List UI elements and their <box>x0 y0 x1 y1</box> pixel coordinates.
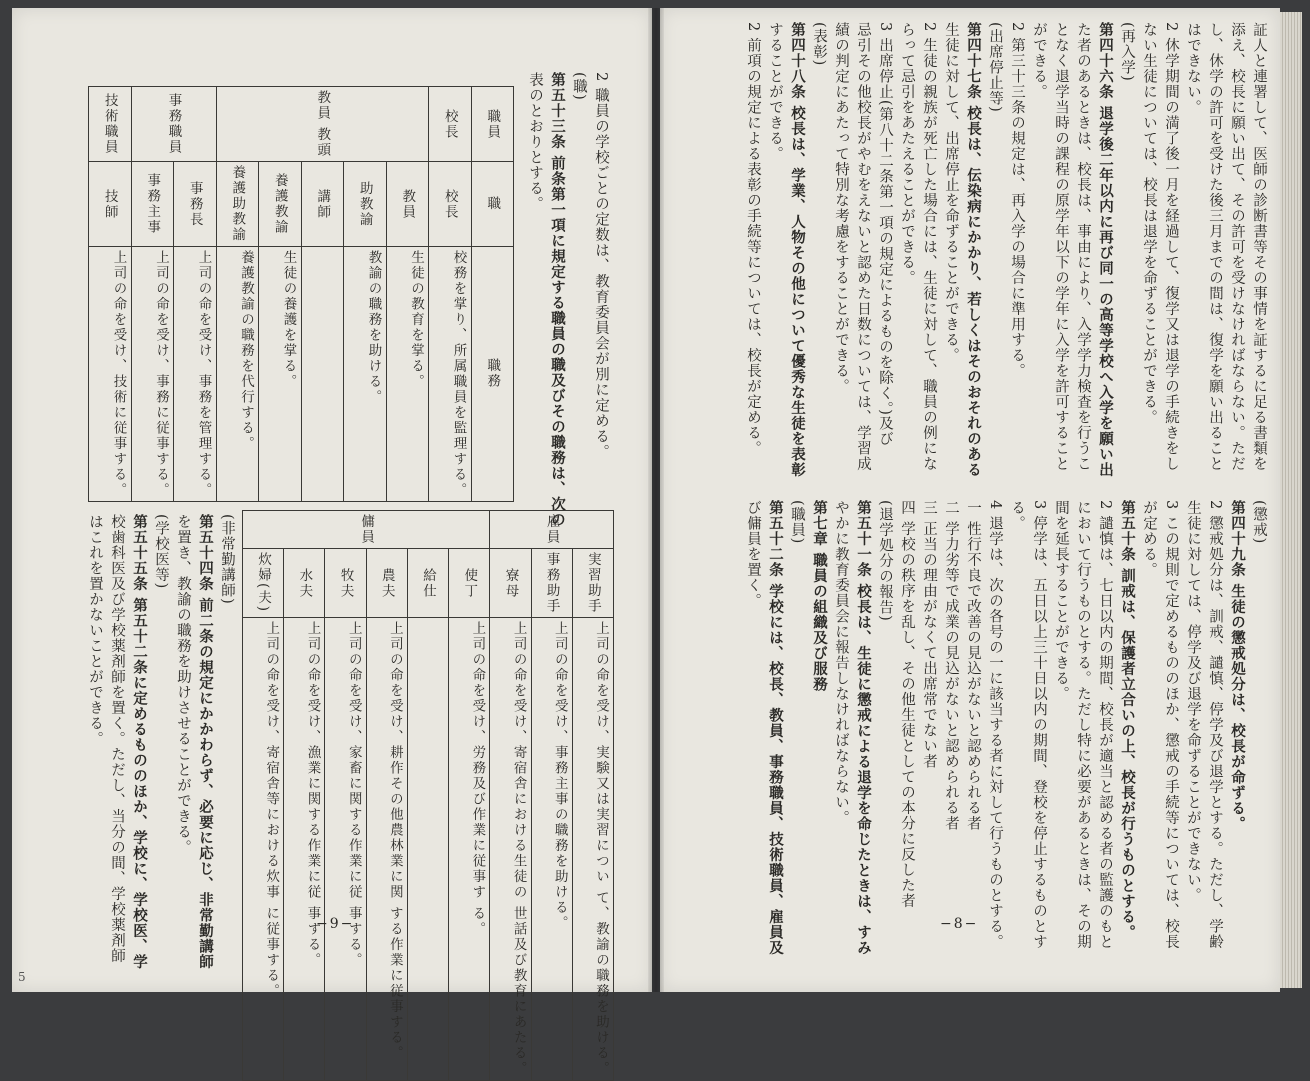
text-line: 第五十一条 校長は、生徒に懲戒による退学を命じたときは、すみ <box>855 500 872 956</box>
table-cell: 校長 <box>429 162 472 247</box>
table-cell: 職務 <box>471 246 514 501</box>
text-line: 2 前項の規定による表彰の手続等については、校長が定める。 <box>745 22 761 457</box>
table-cell <box>407 618 448 1081</box>
text-line: 3 停学は、五日以上三十日以内の期間、登校を停止するものとす <box>1031 500 1047 950</box>
table-cell: 雇員 <box>490 511 614 549</box>
table-row <box>572 511 613 1081</box>
chapter-title: 第七章 職員の組織及び服務 <box>811 500 828 693</box>
table-row <box>407 511 448 1081</box>
table-cell: 上司の命を受け、家畜に関する作業に従 事する。 <box>325 618 366 1081</box>
group-label: 教員 <box>314 90 331 121</box>
table-cell: 上司の命を受け、寄宿舎等における炊事 に従事する。 <box>243 618 284 1081</box>
table-cell: 上司の命を受け、事務を管理する。 <box>174 246 217 501</box>
text-line: 2 第三十三条の規定は、再入学の場合に準用する。 <box>1009 22 1025 379</box>
page-edges <box>1280 12 1302 988</box>
text-line: (懲戒) <box>1251 500 1267 545</box>
table-cell: 事務主事 <box>131 162 174 247</box>
table-cell: 養護助教諭 <box>216 162 259 247</box>
text-line: 第五十四条 前二条の規定にかかわらず、必要に応じ、非常勤講師 <box>197 514 214 970</box>
text-line: ない生徒については、校長は退学を命ずることができる。 <box>1141 22 1157 425</box>
text-line: 第五十三条 前条第一項に規定する職員の職及びその職務は、次の <box>549 72 566 528</box>
text-line: (表彰) <box>811 22 827 67</box>
staff-duty-table <box>88 86 514 502</box>
text-line: 2 譴慎は、七日以内の期間、校長が適当と認める者の監護のもと <box>1097 500 1113 950</box>
text-line: はこれを置かないことができる。 <box>87 514 103 747</box>
table-cell: 校長 <box>429 87 472 162</box>
table-row <box>366 511 407 1081</box>
text-line: が定める。 <box>1141 500 1157 578</box>
text-line: 4 退学は、次の各号の一に該当する者に対して行うものとする。 <box>987 500 1003 950</box>
text-line: において行うものとする。ただし特に必要があるときは、その期 <box>1075 500 1091 950</box>
table-cell: 寮母 <box>490 549 531 618</box>
text-line: 生徒に対して、出席停止を命ずることができる。 <box>943 22 959 363</box>
table-cell: 上司の命を受け、労務及び作業に従事す る。 <box>449 618 490 1081</box>
text-line: 績の判定にあたって特別な考慮をすることができる。 <box>833 22 849 394</box>
kyoto-label: 教頭 <box>314 121 331 159</box>
employee-duty-table <box>242 510 614 1081</box>
text-line: となく退学当時の課程の原学年以下の学年に入学を許可すること <box>1053 22 1069 472</box>
text-line: 表のとおりとする。 <box>527 72 543 212</box>
table-cell: 傭員 <box>243 511 490 549</box>
table-cell <box>216 87 429 162</box>
text-line: 第四十九条 生徒の懲戒処分は、校長が命ずる。 <box>1229 500 1246 832</box>
table-cell: 上司の命を受け、実験又は実習につい て、教諭の職務を助ける。 <box>572 618 613 1081</box>
text-line: た者のあるときは、校長は、事由により、入学学力検査を行うこ <box>1075 22 1091 472</box>
text-line: (学校医等) <box>153 514 169 590</box>
table-cell: 養護教諭 <box>259 162 302 247</box>
table-row <box>284 511 325 1081</box>
right-upper-text <box>702 22 1270 492</box>
table-cell: 使丁 <box>449 549 490 618</box>
text-line: る。 <box>1009 500 1025 531</box>
table-cell: 教諭の職務を助ける。 <box>344 246 387 501</box>
text-line: 忌引その他校長がやむをえないと認めた日数については、学習成 <box>855 22 871 472</box>
table-row <box>531 511 572 1081</box>
table-cell: 職 <box>471 162 514 247</box>
table-cell: 上司の命を受け、漁業に関する作業に従 事する。 <box>284 618 325 1081</box>
table-cell: 校務を掌り、所属職員を監理する。 <box>429 246 472 501</box>
text-line: 2 職員の学校ごとの定数は、教育委員会が別に定める。 <box>593 72 609 460</box>
table-cell: 上司の命を受け、寄宿舎における生徒の 世話及び教育にあたる。 <box>490 618 531 1081</box>
text-line: 二 学力劣等で成業の見込がないと認められる者 <box>943 500 959 832</box>
text-line: を置き、教諭の職務を助けさせることができる。 <box>175 514 191 855</box>
right-lower-text <box>702 500 1270 956</box>
text-line: 生徒に対しては、停学及び退学を命ずることができない。 <box>1185 500 1201 903</box>
book-gutter <box>648 8 664 992</box>
text-line: 添え、校長に願い出て、その許可を受けなければならない。ただ <box>1229 22 1245 472</box>
table-cell: 職員 <box>471 87 514 162</box>
page-number-left: −9− <box>316 916 355 932</box>
table-cell: 講師 <box>301 162 344 247</box>
text-line: し、休学の許可を受けた後三月までの間は、復学を願い出ること <box>1207 22 1223 472</box>
table-row <box>243 511 284 1081</box>
book-spread <box>12 8 1302 1077</box>
table-cell: 技術職員 <box>89 87 132 162</box>
table-cell: 水夫 <box>284 549 325 618</box>
text-line: やかに教育委員会に報告しなければならない。 <box>833 500 849 826</box>
table-cell: 上司の命を受け、耕作その他農林業に関 する作業に従事する。 <box>366 618 407 1081</box>
text-line: 2 懲戒処分は、訓戒、譴慎、停学及び退学とする。ただし、学齢 <box>1207 500 1223 950</box>
text-line: (職) <box>571 72 587 101</box>
text-line: 第五十五条 第五十二条に定めるもののほか、学校に、学校医、学 <box>131 514 148 970</box>
table-cell: 生徒の教育を掌る。 <box>386 246 429 501</box>
page-number-right: −8− <box>940 916 979 932</box>
text-line: 証人と連署して、医師の診断書等その事情を証するに足る書類を <box>1251 22 1267 472</box>
left-upper-text <box>512 72 612 528</box>
text-line: 2 休学期間の満了後一月を経過して、復学又は退学の手続きをし <box>1163 22 1179 472</box>
table-cell: 事務長 <box>174 162 217 247</box>
table-cell: 上司の命を受け、技術に従事する。 <box>89 246 132 501</box>
text-line: 第五十条 訓戒は、保護者立合いの上、校長が行うものとする。 <box>1119 500 1136 941</box>
table-row <box>89 87 132 502</box>
text-line: 2 生徒の親族が死亡した場合には、生徒に対して、職員の例にな <box>921 22 937 472</box>
text-line: 第四十六条 退学後二年以内に再び同一の高等学校へ入学を願い出 <box>1097 22 1114 478</box>
text-line: 校歯科医及び学校薬剤師を置く。ただし、当分の間、学校薬剤師 <box>109 514 125 964</box>
text-line: (職員) <box>789 500 805 545</box>
table-cell: 事務職員 <box>131 87 216 162</box>
text-line: はできない。 <box>1185 22 1201 115</box>
table-cell: 教員 <box>386 162 429 247</box>
text-line: 3 出席停止(第八十二条第一項の規定によるものを除く。)及び <box>877 22 893 447</box>
table-cell: 助教諭 <box>344 162 387 247</box>
table-header-row <box>471 87 514 502</box>
table-cell: 技師 <box>89 162 132 247</box>
text-line: (再入学) <box>1119 22 1135 82</box>
table-cell: 農夫 <box>366 549 407 618</box>
table-cell: 実習助手 <box>572 549 613 618</box>
text-line: ができる。 <box>1031 22 1047 100</box>
table-row <box>490 511 531 1081</box>
margin-mark: 5 <box>18 970 26 984</box>
text-line: (非常勤講師) <box>219 514 235 605</box>
text-line: 第四十八条 校長は、学業、人物その他について優秀な生徒を表彰 <box>789 22 806 478</box>
left-lower-text <box>68 514 238 970</box>
text-line: び傭員を置く。 <box>745 500 761 609</box>
table-row <box>325 511 366 1081</box>
text-line: (出席停止等) <box>987 22 1003 113</box>
table-cell: 給仕 <box>407 549 448 618</box>
text-line: らって忌引をあたえることができる。 <box>899 22 915 286</box>
text-line: することができる。 <box>767 22 783 162</box>
table-row <box>429 87 472 502</box>
table-cell: 養護教諭の職務を代行する。 <box>216 246 259 501</box>
text-line: (退学処分の報告) <box>877 500 893 622</box>
text-line: 第四十七条 校長は、伝染病にかかり、若しくはそのおそれのある <box>965 22 982 478</box>
text-line: 間を延長することができる。 <box>1053 500 1069 702</box>
table-cell: 上司の命を受け、事務主事の職務を助ける。 <box>531 618 572 1081</box>
table-cell: 事務助手 <box>531 549 572 618</box>
table-row <box>386 87 429 502</box>
text-line: 四 学校の秩序を乱し、その他生徒としての本分に反した者 <box>899 500 915 909</box>
table-cell: 牧夫 <box>325 549 366 618</box>
text-line: 三 正当の理由がなくて出席常でない者 <box>921 500 937 770</box>
table-row <box>174 87 217 502</box>
text-line: 一 性行不良で改善の見込がないと認められる者 <box>965 500 981 832</box>
text-line: 第五十二条 学校には、校長、教員、事務職員、技術職員、雇員及 <box>767 500 784 956</box>
table-cell <box>301 246 344 501</box>
table-cell: 生徒の養護を掌る。 <box>259 246 302 501</box>
text-line: 3 この規則で定めるもののほか、懲戒の手続等については、校長 <box>1163 500 1179 950</box>
table-cell: 炊婦(夫) <box>243 549 284 618</box>
table-cell: 上司の命を受け、事務に従事する。 <box>131 246 174 501</box>
table-row <box>449 511 490 1081</box>
